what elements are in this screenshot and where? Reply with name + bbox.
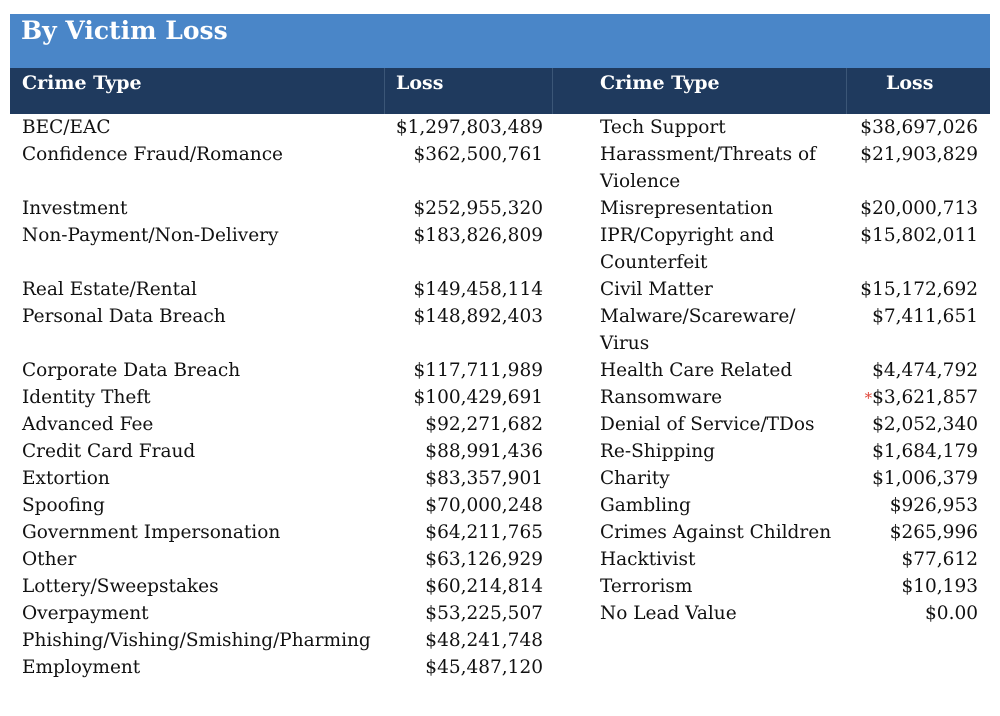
loss-cell [865,384,978,412]
loss-cell: $362,500,761 [413,144,543,165]
asterisk-marker: * [864,389,873,407]
crime-type-line: Ransomware [600,387,723,408]
loss-cell: $92,271,682 [425,414,543,435]
table-title-bar [10,14,990,68]
loss-cell: $149,458,114 [413,279,543,300]
loss-cell [872,303,978,330]
table-row [22,411,543,438]
crime-type-cell: Employment [22,657,141,678]
table-row [600,438,978,465]
crime-type-cell: BEC/EAC [22,117,111,138]
table-row [22,303,543,357]
loss-value: $10,193 [901,576,978,597]
header-divider [552,68,553,114]
table-row [600,600,978,627]
crime-type-cell: Overpayment [22,603,149,624]
crime-type-cell: Personal Data Breach [22,306,226,327]
loss-value: $21,903,829 [860,144,978,165]
crime-type-cell: Lottery/Sweepstakes [22,576,219,597]
crime-type-cell [600,384,722,411]
crime-type-cell [600,276,713,303]
crime-type-line: Virus [600,333,650,354]
crime-type-cell: Government Impersonation [22,522,281,543]
crime-type-line: Charity [600,468,670,489]
crime-type-line: Hacktivist [600,549,696,570]
table-row [22,357,543,384]
table-row [600,276,978,303]
crime-type-cell: Phishing/Vishing/Smishing/Pharming [22,630,371,651]
table-row [22,465,543,492]
loss-value: $2,052,340 [872,414,978,435]
crime-type-line: Gambling [600,495,691,516]
crime-type-cell: Identity Theft [22,387,151,408]
table-row [22,573,543,600]
loss-cell [901,573,978,600]
crime-type-cell [600,195,773,222]
header-loss-right: Loss [886,72,934,94]
loss-value: $1,684,179 [872,441,978,462]
crime-type-line: Tech Support [600,117,726,138]
header-divider [846,68,847,114]
table-row [600,384,978,411]
table-row [600,519,978,546]
table-header-row [10,68,990,114]
loss-value: $265,996 [889,522,978,543]
table-row [600,222,978,276]
table-row [600,573,978,600]
loss-cell [860,114,978,141]
table-row [22,654,543,681]
table-row [22,519,543,546]
table-row [22,438,543,465]
crime-type-cell: Other [22,549,77,570]
crime-type-cell [600,600,737,627]
left-table-column [22,114,543,681]
loss-cell: $45,487,120 [425,657,543,678]
crime-type-line: Malware/Scareware/ [600,306,796,327]
crime-type-line: Crimes Against Children [600,522,832,543]
crime-type-line: Civil Matter [600,279,713,300]
crime-type-line: Health Care Related [600,360,793,381]
loss-cell: $1,297,803,489 [395,117,543,138]
loss-value: $3,621,857 [872,387,978,408]
crime-type-cell: Non-Payment/Non-Delivery [22,225,279,246]
loss-cell [860,195,978,222]
header-crime-type-left: Crime Type [22,72,142,94]
header-divider [384,68,385,114]
crime-type-cell: Advanced Fee [22,414,154,435]
loss-cell: $83,357,901 [425,468,543,489]
table-row [22,627,543,654]
loss-cell: $148,892,403 [413,306,543,327]
table-row [600,357,978,384]
crime-type-cell [600,438,715,465]
crime-type-cell [600,411,814,438]
loss-cell: $53,225,507 [425,603,543,624]
loss-cell: $60,214,814 [425,576,543,597]
crime-type-line: Terrorism [600,576,693,597]
crime-type-cell: Corporate Data Breach [22,360,241,381]
table-row [600,195,978,222]
header-crime-type-right: Crime Type [600,72,720,94]
loss-cell [872,411,978,438]
loss-cell [872,465,978,492]
table-row [22,222,543,276]
loss-cell [860,141,978,168]
loss-cell: $100,429,691 [413,387,543,408]
loss-cell: $183,826,809 [413,225,543,246]
table-row [22,546,543,573]
header-loss-left: Loss [396,72,444,94]
table-row [22,384,543,411]
crime-type-cell [600,222,774,276]
loss-value: $0.00 [925,603,978,624]
table-row [600,303,978,357]
loss-cell: $117,711,989 [413,360,543,381]
loss-cell: $64,211,765 [425,522,543,543]
crime-type-cell [600,465,670,492]
crime-type-line: Violence [600,171,681,192]
loss-value: $926,953 [889,495,978,516]
crime-type-line: IPR/Copyright and [600,225,775,246]
table-row [600,141,978,195]
table-row [600,114,978,141]
loss-value: $77,612 [901,549,978,570]
crime-type-cell: Confidence Fraud/Romance [22,144,284,165]
loss-value: $20,000,713 [860,198,978,219]
loss-cell [890,519,978,546]
crime-type-cell: Extortion [22,468,110,489]
table-row [600,465,978,492]
crime-type-cell: Spoofing [22,495,105,516]
crime-type-line: Denial of Service/TDos [600,414,815,435]
right-table-column [600,114,978,627]
loss-cell [872,438,978,465]
loss-cell [890,492,978,519]
table-title: By Victim Loss [21,16,228,45]
loss-cell [901,546,978,573]
crime-type-line: Re-Shipping [600,441,715,462]
crime-type-cell [600,492,691,519]
table-row [22,195,543,222]
table-row [600,411,978,438]
table-row [22,114,543,141]
loss-cell: $252,955,320 [413,198,543,219]
loss-cell: $70,000,248 [425,495,543,516]
crime-type-cell [600,573,692,600]
loss-value: $38,697,026 [860,117,978,138]
crime-type-line: No Lead Value [600,603,737,624]
crime-type-cell [600,519,831,546]
loss-value: $4,474,792 [872,360,978,381]
loss-value: $1,006,379 [872,468,978,489]
table-row [600,492,978,519]
crime-type-cell: Real Estate/Rental [22,279,197,300]
loss-cell: $48,241,748 [425,630,543,651]
table-row [600,546,978,573]
loss-cell: $88,991,436 [425,441,543,462]
table-row [22,276,543,303]
crime-type-cell: Credit Card Fraud [22,441,196,462]
loss-value: $7,411,651 [872,306,978,327]
loss-cell: $63,126,929 [425,549,543,570]
loss-cell [860,222,978,249]
crime-type-line: Misrepresentation [600,198,774,219]
crime-type-cell [600,546,695,573]
crime-type-line: Harassment/Threats of [600,144,816,165]
crime-type-line: Counterfeit [600,252,708,273]
table-row [22,492,543,519]
loss-cell [925,600,978,627]
crime-type-cell [600,303,796,357]
table-row [22,600,543,627]
crime-type-cell [600,114,726,141]
loss-cell [872,357,978,384]
crime-type-cell [600,357,792,384]
loss-cell [860,276,978,303]
table-row [22,141,543,195]
crime-type-cell: Investment [22,198,128,219]
loss-value: $15,802,011 [860,225,978,246]
loss-value: $15,172,692 [860,279,978,300]
crime-type-cell [600,141,816,195]
